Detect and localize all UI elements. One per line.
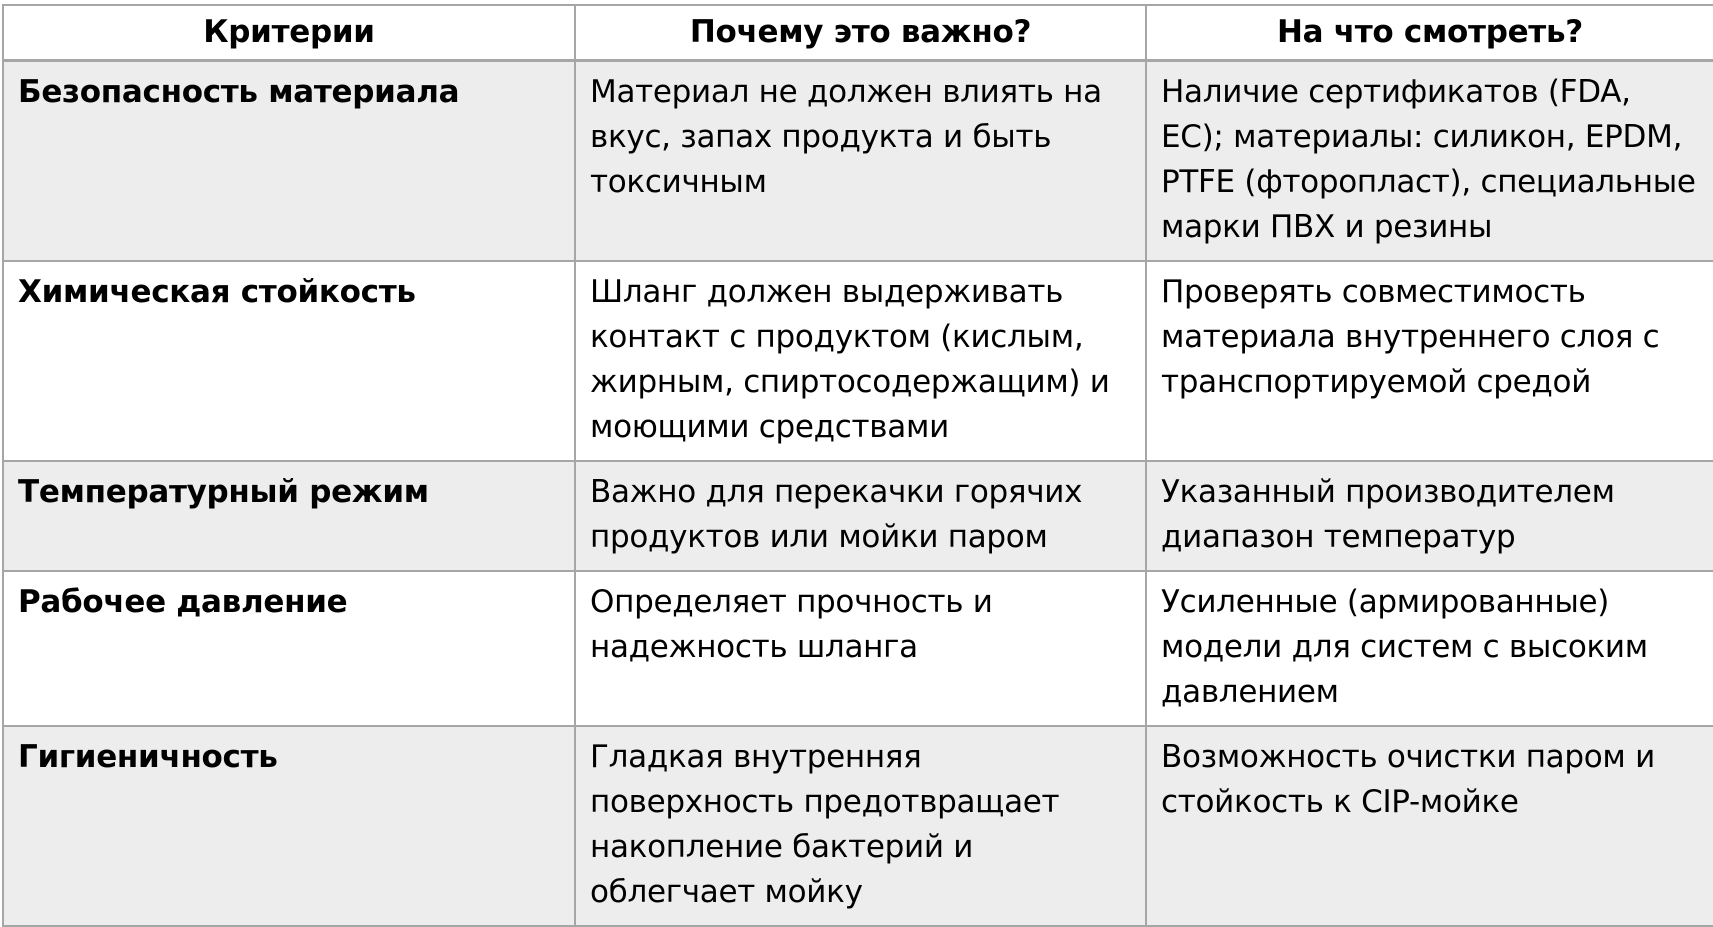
why-cell: Важно для перекачки горячих продуктов или мойки паром <box>575 461 1146 571</box>
table-header <box>3 5 1713 61</box>
table-row <box>3 261 1713 461</box>
header-criteria: Критерии <box>3 5 575 61</box>
table-body <box>3 61 1713 927</box>
look-cell: Наличие сертификатов (FDA, ЕС); материалы: силикон, EPDM, PTFE (фторопласт), специальные марки ПВХ и резины <box>1146 61 1713 262</box>
header-what-to-look-at: На что смотреть? <box>1146 5 1713 61</box>
table-row <box>3 61 1713 262</box>
criterion-cell: Температурный режим <box>3 461 575 571</box>
criterion-cell: Рабочее давление <box>3 571 575 726</box>
look-cell: Возможность очистки паром и стойкость к CIP-мойке <box>1146 726 1713 926</box>
criterion-cell: Гигиеничность <box>3 726 575 926</box>
criterion-cell: Химическая стойкость <box>3 261 575 461</box>
why-cell: Гладкая внутренняя поверхность предотвращает накопление бактерий и облегчает мойку <box>575 726 1146 926</box>
look-cell: Проверять совместимость материала внутреннего слоя с транспортируемой средой <box>1146 261 1713 461</box>
criteria-table <box>2 4 1713 927</box>
table-row <box>3 461 1713 571</box>
table-row <box>3 726 1713 926</box>
look-cell: Указанный производителем диапазон температур <box>1146 461 1713 571</box>
header-why-important: Почему это важно? <box>575 5 1146 61</box>
table-row <box>3 571 1713 726</box>
criterion-cell: Безопасность материала <box>3 61 575 262</box>
header-row <box>3 5 1713 61</box>
look-cell: Усиленные (армированные) модели для систем с высоким давлением <box>1146 571 1713 726</box>
why-cell: Материал не должен влиять на вкус, запах продукта и быть токсичным <box>575 61 1146 262</box>
why-cell: Определяет прочность и надежность шланга <box>575 571 1146 726</box>
why-cell: Шланг должен выдерживать контакт с продуктом (кислым, жирным, спиртосодержащим) и моющими средствами <box>575 261 1146 461</box>
